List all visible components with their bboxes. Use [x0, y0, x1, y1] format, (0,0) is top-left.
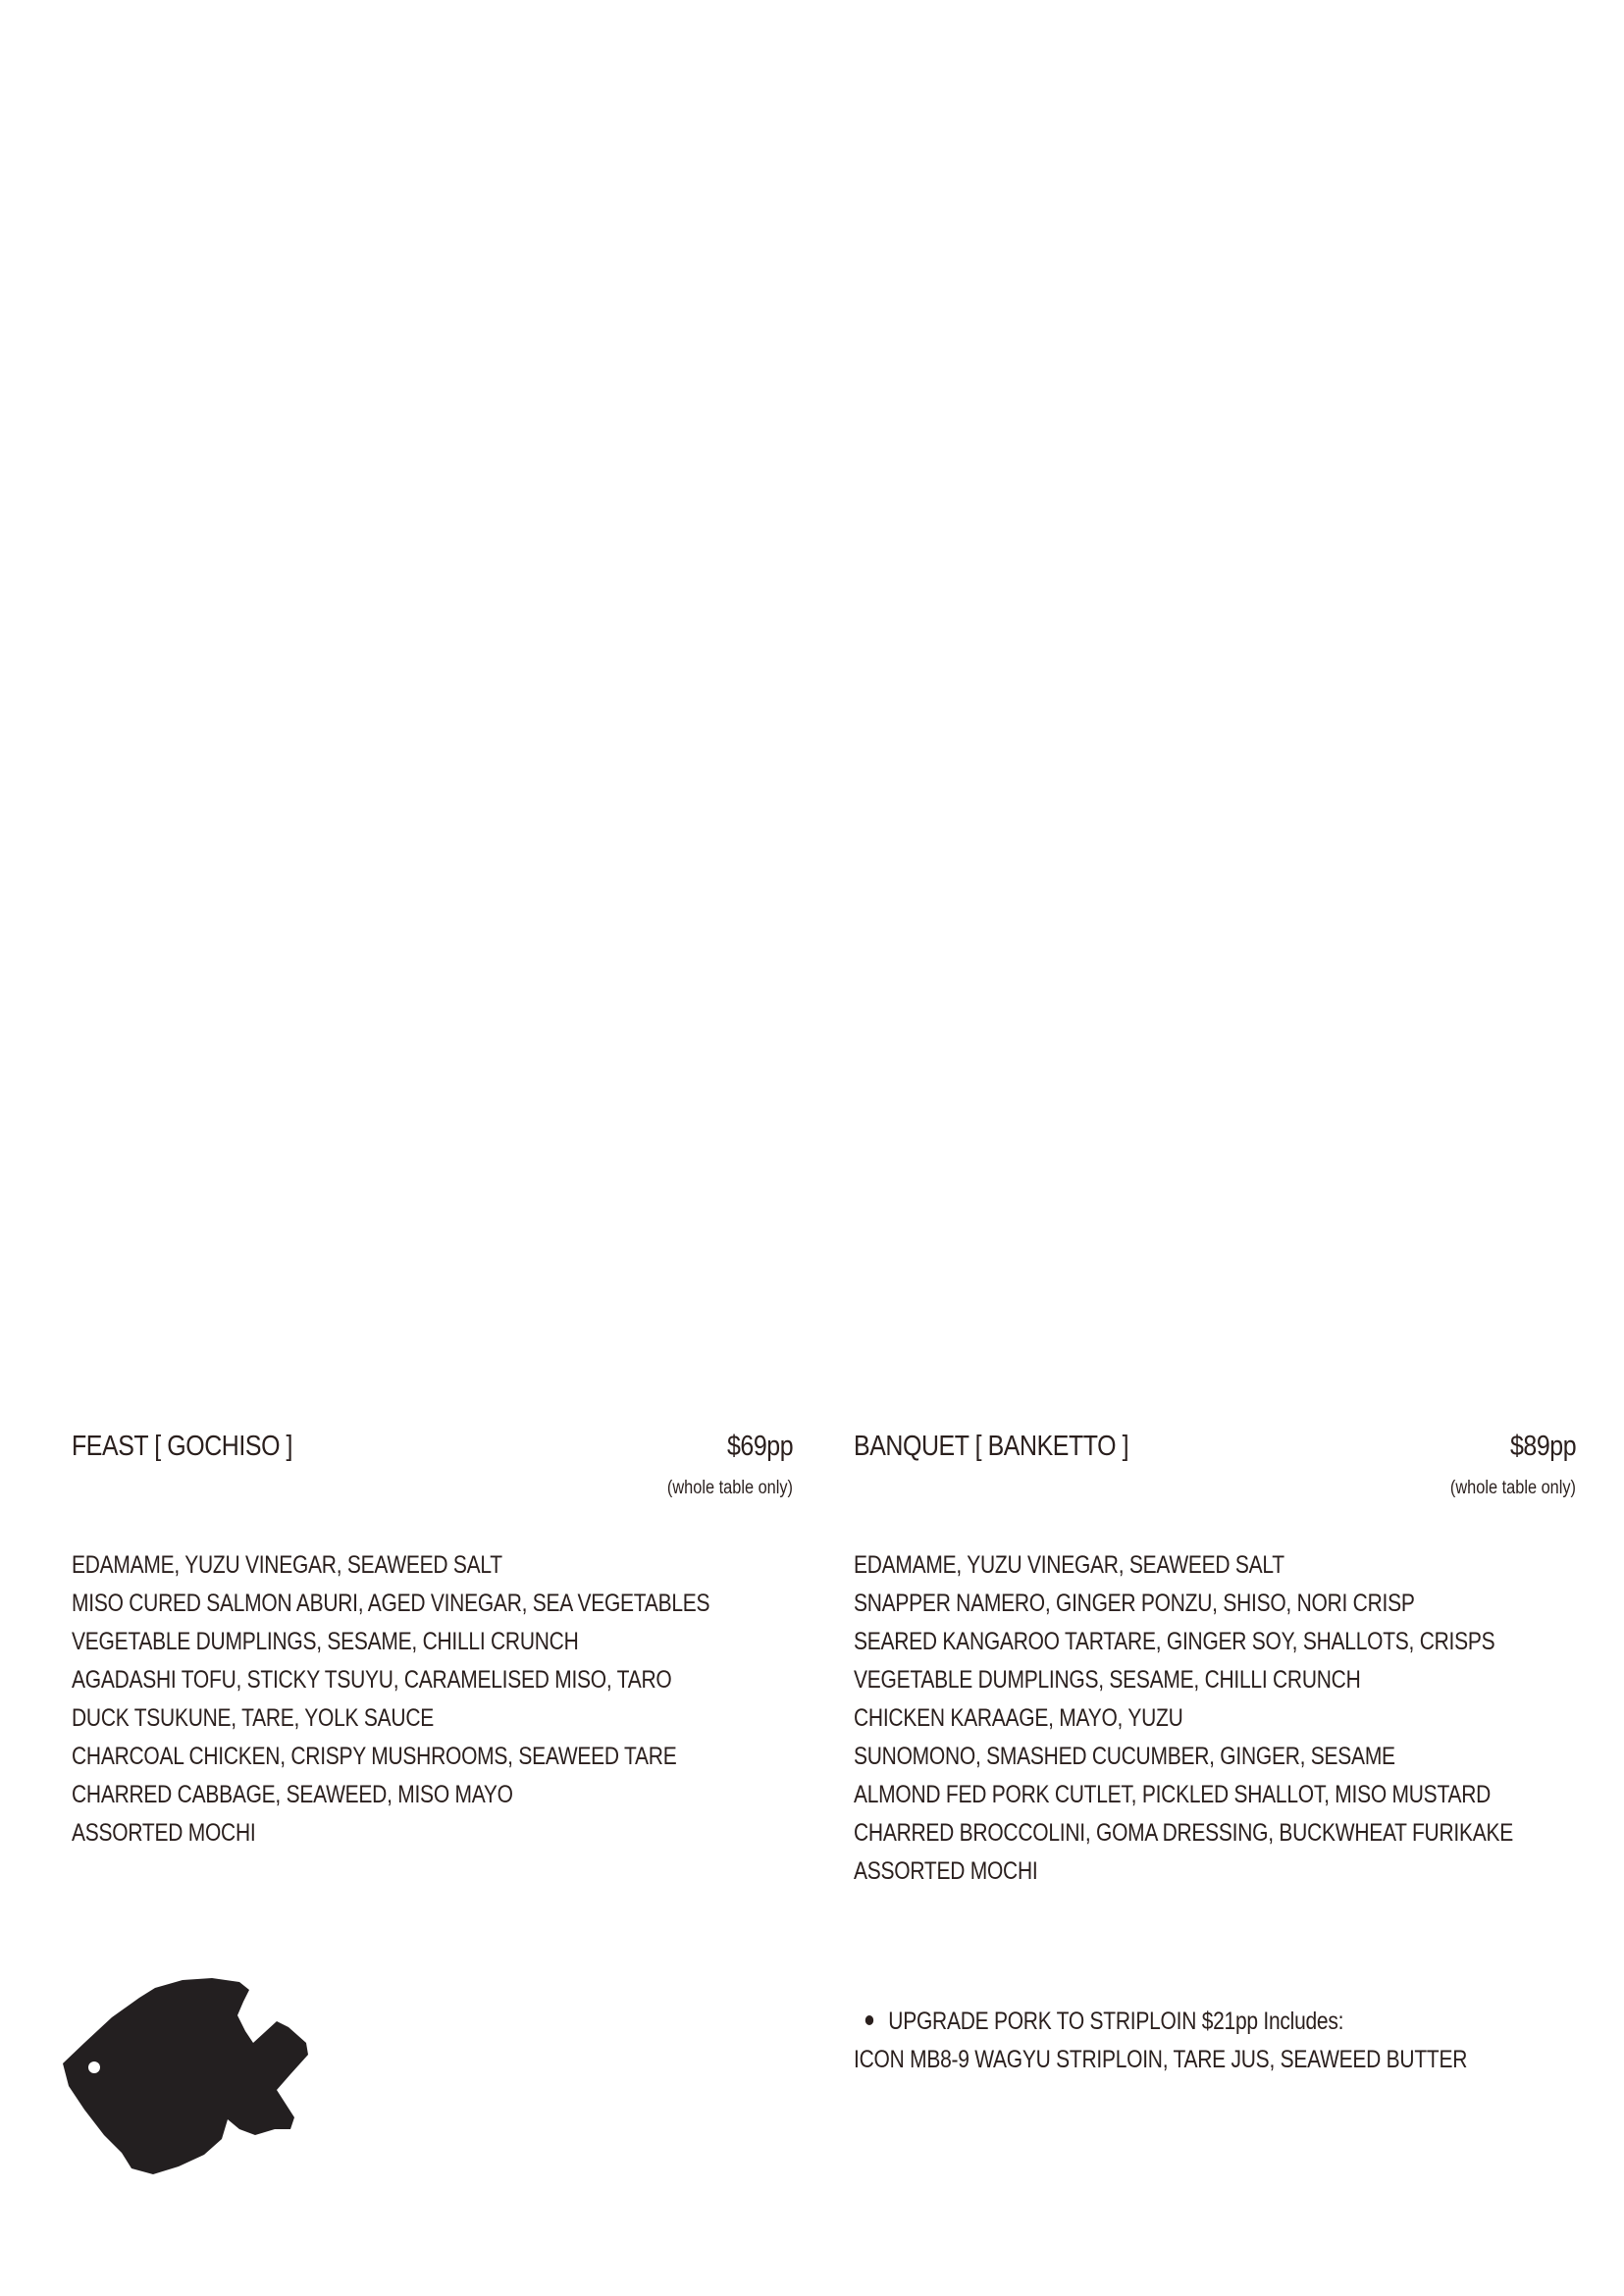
feast-dish-list	[72, 1546, 793, 1852]
bullet-icon	[865, 2015, 873, 2025]
feast-menu	[72, 1431, 793, 1852]
list-item: CHARRED BROCCOLINI, GOMA DRESSING, BUCKWHEAT FURIKAKE	[854, 1819, 1513, 1847]
fish-icon	[57, 1972, 312, 2183]
list-item: VEGETABLE DUMPLINGS, SESAME, CHILLI CRUNCH	[854, 1666, 1361, 1694]
list-item: CHARRED CABBAGE, SEAWEED, MISO MAYO	[72, 1781, 513, 1808]
list-item: ALMOND FED PORK CUTLET, PICKLED SHALLOT, MISO MUSTARD	[854, 1781, 1492, 1808]
list-item: SUNOMONO, SMASHED CUCUMBER, GINGER, SESAME	[854, 1743, 1395, 1770]
fish-body	[63, 1978, 308, 2174]
list-item: SEARED KANGAROO TARTARE, GINGER SOY, SHALLOTS, CRISPS	[854, 1628, 1495, 1655]
list-item: ASSORTED MOCHI	[854, 1857, 1038, 1885]
upgrade-text: UPGRADE PORK TO STRIPLOIN $21pp Includes:	[888, 2008, 1344, 2035]
feast-note: (whole table only)	[666, 1478, 793, 1498]
banquet-dish-list	[854, 1546, 1576, 1891]
feast-header	[72, 1431, 793, 1474]
list-item: CHICKEN KARAAGE, MAYO, YUZU	[854, 1704, 1183, 1732]
banquet-title: BANQUET [ BANKETTO ]	[854, 1431, 1129, 1462]
upgrade-note	[854, 2003, 1576, 2079]
list-item: EDAMAME, YUZU VINEGAR, SEAWEED SALT	[854, 1551, 1284, 1579]
feast-price: $69pp	[726, 1431, 793, 1462]
fish-eye	[88, 2061, 100, 2073]
list-item: ASSORTED MOCHI	[72, 1819, 256, 1847]
upgrade-line-1	[854, 2003, 1460, 2041]
list-item: SNAPPER NAMERO, GINGER PONZU, SHISO, NORI CRISP	[854, 1590, 1415, 1617]
feast-title: FEAST [ GOCHISO ]	[72, 1431, 293, 1462]
banquet-header	[854, 1431, 1576, 1474]
list-item: CHARCOAL CHICKEN, CRISPY MUSHROOMS, SEAWEED TARE	[72, 1743, 677, 1770]
list-item: MISO CURED SALMON ABURI, AGED VINEGAR, SEA VEGETABLES	[72, 1590, 710, 1617]
banquet-note: (whole table only)	[1449, 1478, 1576, 1498]
banquet-price: $89pp	[1509, 1431, 1576, 1462]
list-item: DUCK TSUKUNE, TARE, YOLK SAUCE	[72, 1704, 434, 1732]
banquet-menu	[854, 1431, 1576, 1891]
list-item: AGADASHI TOFU, STICKY TSUYU, CARAMELISED MISO, TARO	[72, 1666, 672, 1694]
list-item: VEGETABLE DUMPLINGS, SESAME, CHILLI CRUNCH	[72, 1628, 579, 1655]
upgrade-line-2: ICON MB8-9 WAGYU STRIPLOIN, TARE JUS, SEAWEED BUTTER	[854, 2046, 1468, 2073]
list-item: EDAMAME, YUZU VINEGAR, SEAWEED SALT	[72, 1551, 502, 1579]
